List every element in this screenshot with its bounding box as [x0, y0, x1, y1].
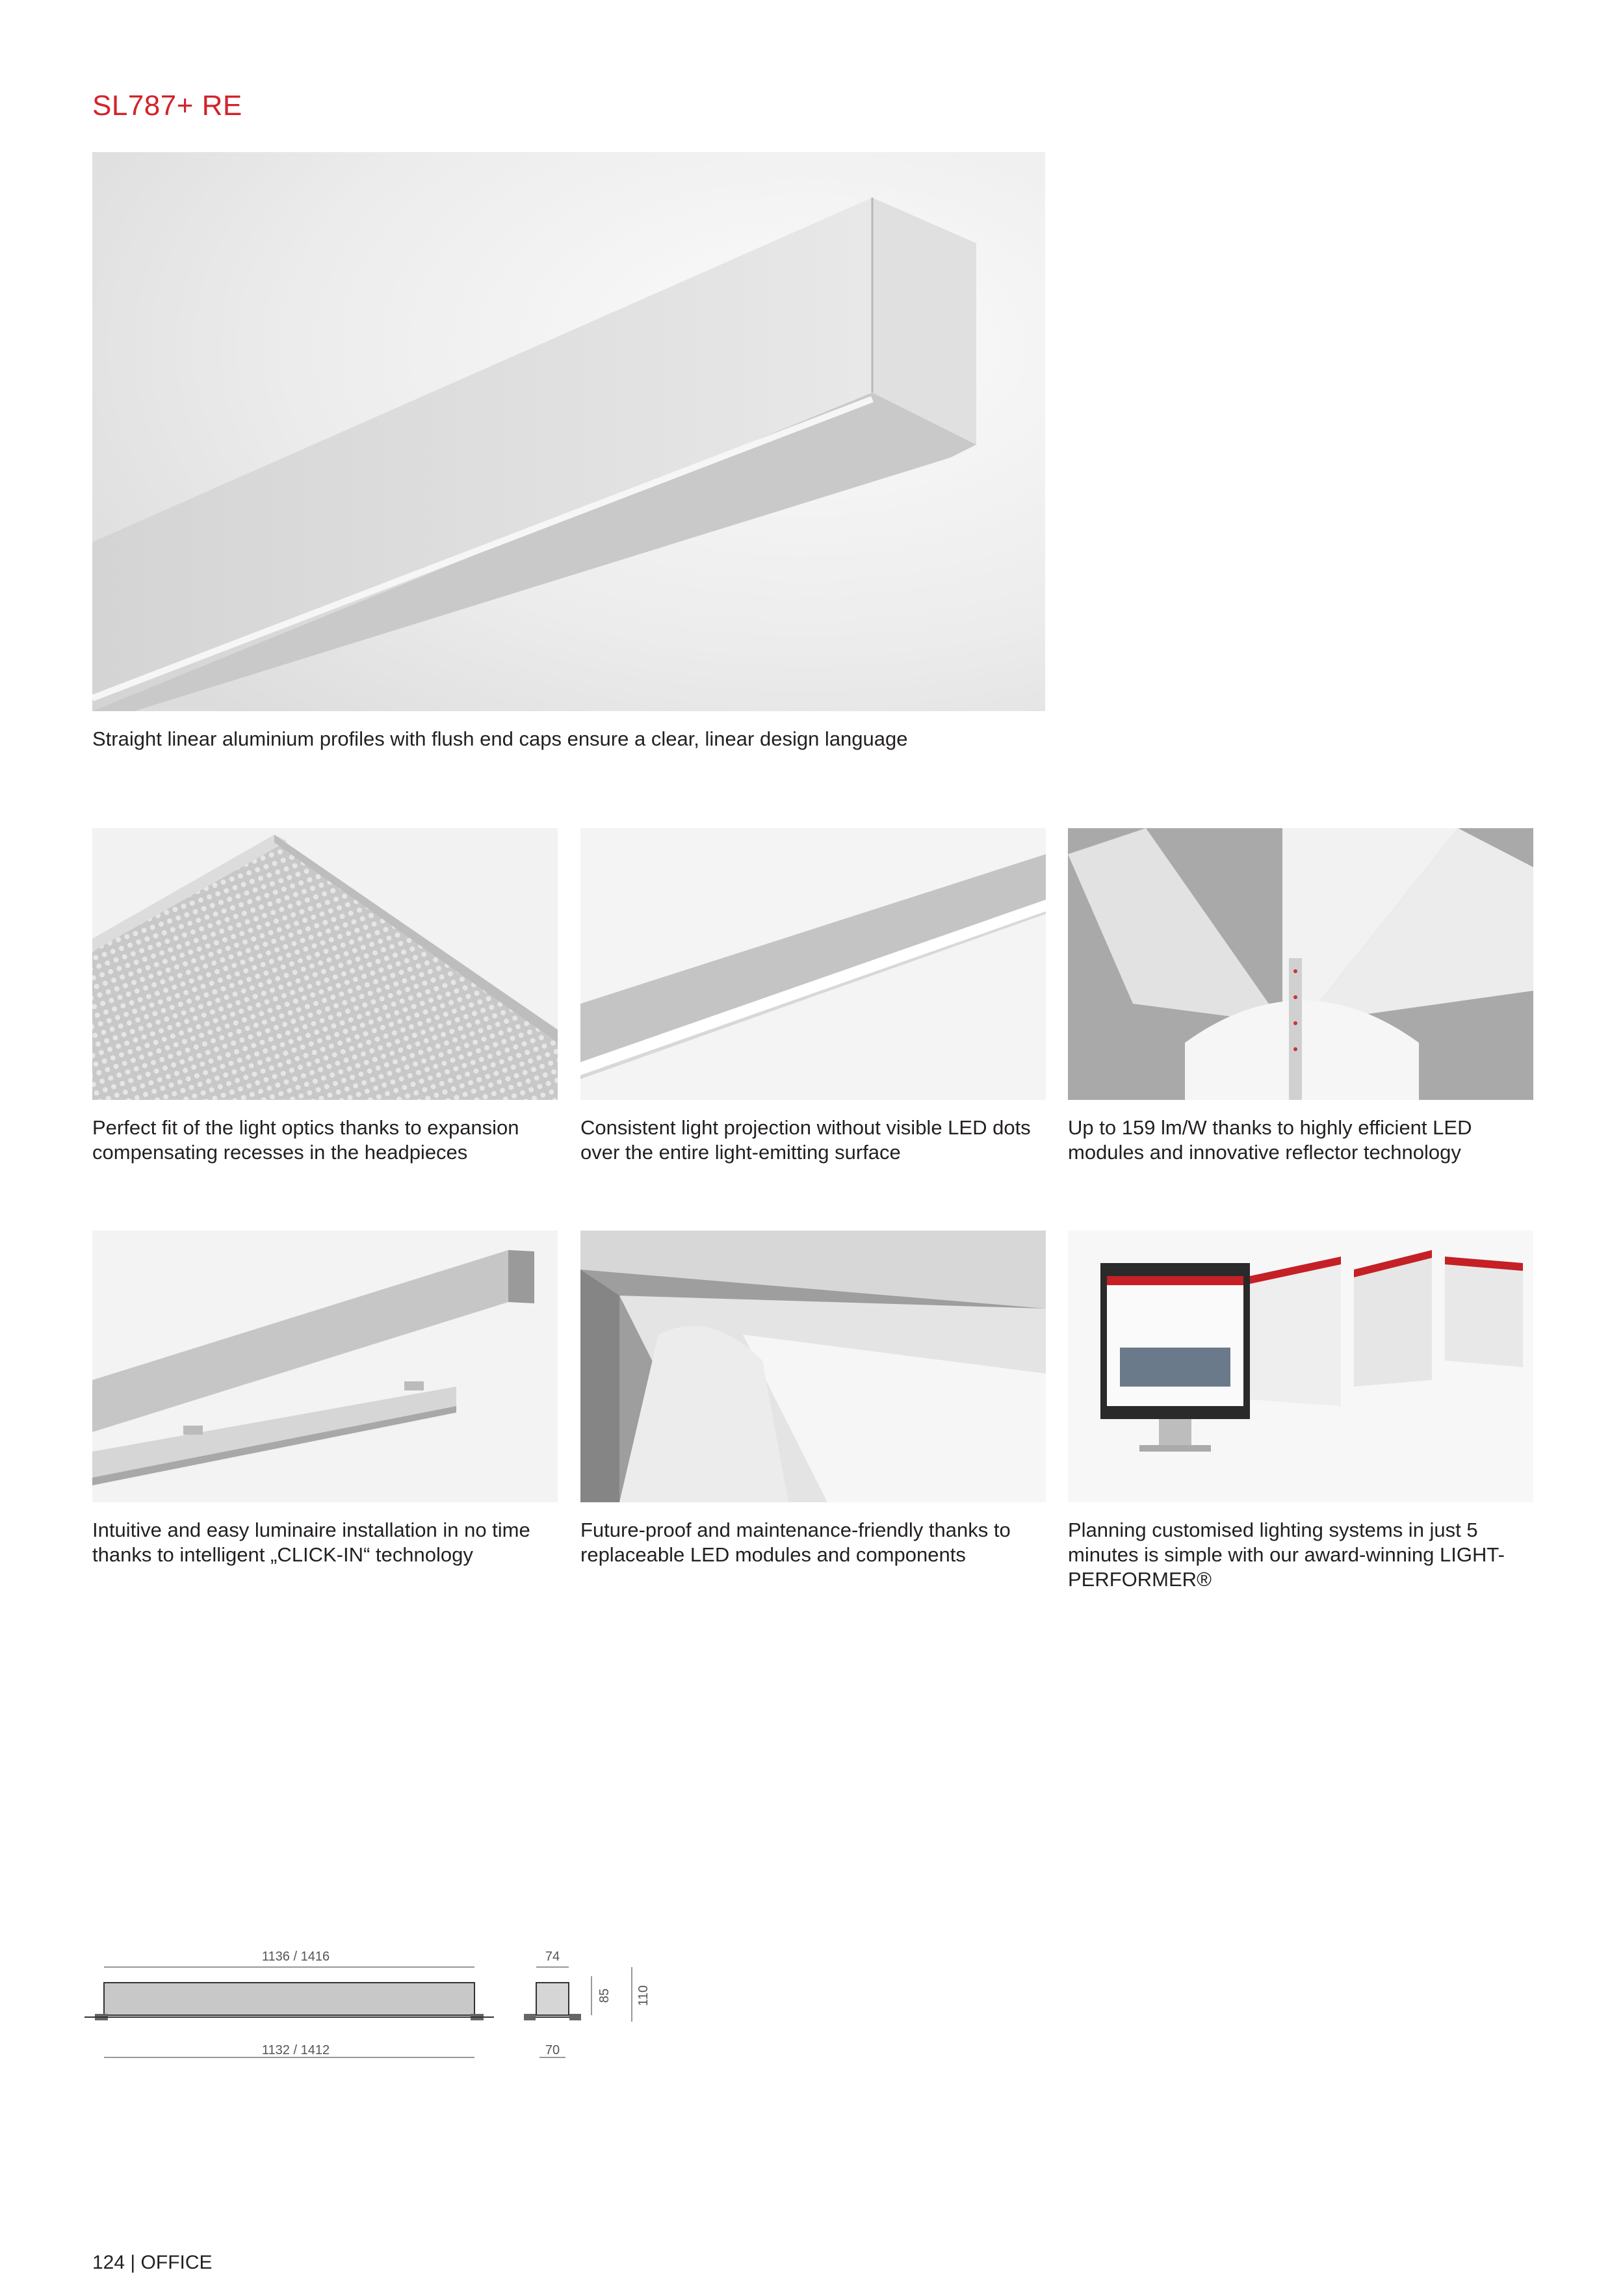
feature-caption-projection: Consistent light projection without visible LED dots over the entire light-emitting surface	[580, 1116, 1031, 1164]
dimension-drawing	[84, 1944, 669, 2087]
page-number: 124	[92, 2252, 125, 2273]
page-title: SL787+ RE	[92, 90, 242, 122]
width-bottom-label: 70	[545, 2043, 560, 2057]
feature-caption-installation: Intuitive and easy luminaire installation in no time thanks to intelligent „CLICK-IN“ technology	[92, 1519, 530, 1566]
section-name: OFFICE	[140, 2252, 213, 2273]
height-inner-label: 85	[597, 1988, 612, 2003]
width-top-label: 74	[545, 1950, 560, 1964]
maintenance-photo	[580, 1231, 1046, 1502]
light-projection-photo	[580, 828, 1046, 1100]
footer-separator: |	[130, 2252, 141, 2273]
hero-luminaire-photo	[92, 152, 1045, 711]
length-bottom-label: 1132 / 1412	[261, 2043, 330, 2057]
feature-caption-optics: Perfect fit of the light optics thanks to expansion compensating recesses in the headpieces	[92, 1116, 519, 1164]
reflector-photo	[1068, 828, 1533, 1100]
light-performer-software-photo	[1068, 1231, 1533, 1502]
feature-caption-planning: Planning customised lighting systems in just 5 minutes is simple with our award-winning LIGHT-PERFORMER®	[1068, 1519, 1505, 1591]
page-footer	[92, 2252, 213, 2274]
click-in-installation-photo	[92, 1231, 558, 1502]
hero-caption: Straight linear aluminium profiles with flush end caps ensure a clear, linear design language	[92, 727, 908, 750]
optics-photo	[92, 828, 558, 1100]
height-outer-label: 110	[636, 1985, 651, 2006]
feature-caption-maintenance: Future-proof and maintenance-friendly thanks to replaceable LED modules and components	[580, 1519, 1011, 1566]
feature-caption-efficiency: Up to 159 lm/W thanks to highly efficient LED modules and innovative reflector technology	[1068, 1116, 1472, 1164]
length-top-label: 1136 / 1416	[261, 1950, 330, 1964]
